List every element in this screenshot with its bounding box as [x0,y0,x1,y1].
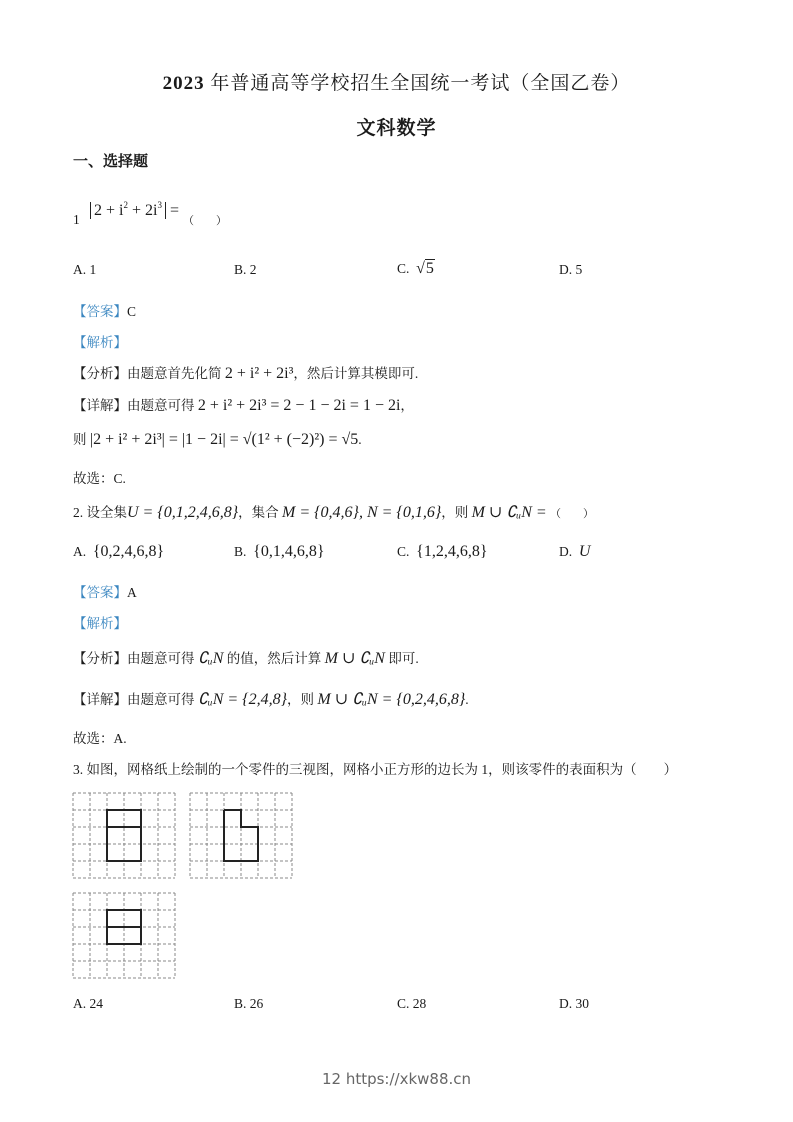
q1-ze-line [73,428,362,449]
section-heading: 一、选择题 [73,154,149,170]
option-value: 5 [575,262,583,277]
fenxi-text: 由题意可得 [127,651,195,666]
q1-stem-expr [90,200,179,220]
q2-stem [73,501,594,522]
ze-end: . [358,432,362,447]
q2-set-m-n: M = {0,4,6}, N = {0,1,6} [282,504,442,521]
q2-set-u: U = {0,1,2,4,6,8} [127,504,239,521]
q2-answer [73,581,137,601]
q1-option-c [397,260,435,278]
q3-option-c [397,996,426,1012]
q2-number: 2. [73,505,84,520]
q1-number: 1 [73,212,80,227]
option-label: D. [559,262,573,277]
q3-text: 如图，网格纸上绘制的一个零件的三视图，网格小正方形的边长为 1，则该零件的表面积为（ ） [86,762,678,777]
xiangjie-tag: 【详解】 [73,692,127,707]
q2-xiangjie [73,688,469,709]
fenxi-text-end: ，然后计算其模即可. [293,366,419,381]
option-value: {0,1,4,6,8} [253,543,325,560]
q3-option-a [73,996,103,1012]
page-footer: 12 https://xkw88.cn [321,1070,472,1088]
xiangjie-expr: ∁ᵤN = {2,4,8} [197,691,288,708]
option-label: C. [397,996,410,1011]
q1-expr-mid: + 2i [127,202,158,219]
option-value: {0,2,4,6,8} [92,543,165,560]
fenxi-expr: M ∪ ∁ᵤN [324,650,385,667]
fenxi-expr: ∁ᵤN [197,650,224,667]
xiangjie-expr: M ∪ ∁ᵤN = {0,2,4,6,8} [317,691,466,708]
page-subtitle: 文科数学 [356,118,437,139]
option-label: B. [234,996,247,1011]
option-label: B. [234,262,247,277]
q1-answer-blank: （ ） [183,215,227,227]
front-view-figure [72,792,176,880]
option-label: D. [559,996,573,1011]
q1-guxuan: 故选：C. [73,471,126,486]
option-value: 1 [89,262,97,277]
title-year: 2023 [162,73,205,94]
q1-option-a [73,262,96,278]
option-label: B. [234,544,247,559]
q1-answer [73,300,136,320]
ze-text: 则 [73,432,87,447]
option-value: 28 [412,996,427,1011]
answer-tag: 【答案】 [73,304,127,319]
q2-text: ，则 [441,505,469,520]
side-view-figure [189,792,293,880]
grid-lines [73,793,175,878]
sqrt-symbol: √5 [416,260,434,277]
q2-text: ，集合 [238,505,279,520]
xiangjie-text: 由题意可得 [127,692,195,707]
q3-option-b [234,996,263,1012]
xiangjie-text: 由题意可得 [127,398,195,413]
top-view-figure [72,892,176,980]
q2-option-c [397,543,488,561]
grid-lines [73,893,175,978]
q3-option-d [559,996,589,1012]
option-label: C. [397,261,410,276]
radicand: 5 [425,260,434,277]
q2-expr: M ∪ ∁ᵤN = [471,504,547,521]
q2-guxuan: 故选：A. [73,731,127,746]
q1-sup3: 3 [157,200,162,210]
q1-xiangjie [73,394,414,415]
grid-lines [190,793,292,878]
q3-number: 3. [73,762,84,777]
answer-value: C [127,304,137,319]
xiangjie-text: ，则 [287,692,315,707]
option-label: A. [73,544,87,559]
option-value: 24 [89,996,103,1011]
option-value: 30 [575,996,589,1011]
fenxi-tag: 【分析】 [73,366,127,381]
xiangjie-tag: 【详解】 [73,398,127,413]
q1-option-d [559,262,582,278]
q1-expr-part: 2 + i [94,202,124,219]
fenxi-expr: 2 + i² + 2i³ [224,365,294,382]
q1-analysis-tag: 【解析】 [73,335,127,350]
option-label: C. [397,544,410,559]
q1-abs-expr [90,202,166,219]
xiangjie-end: . [465,692,469,707]
fenxi-text: 由题意首先化简 [127,366,222,381]
option-value: {1,2,4,6,8} [416,543,488,560]
option-value: 2 [249,262,257,277]
option-label: D. [559,544,573,559]
q2-option-a [73,543,164,561]
q2-text: 设全集 [86,505,127,520]
fenxi-text-end: 即可. [388,651,419,666]
option-label: A. [73,262,87,277]
title-text: 年普通高等学校招生全国统一考试（全国乙卷） [210,73,631,94]
q1-option-b [234,262,257,278]
answer-value: A [127,585,137,600]
option-value: U [578,543,591,560]
q2-analysis-tag: 【解析】 [73,616,127,631]
xiangjie-end: ， [400,398,414,413]
q1-sup2: 2 [123,200,128,210]
answer-tag: 【答案】 [73,585,127,600]
q2-answer-blank: （ ） [550,508,595,520]
option-value: 26 [249,996,264,1011]
page-title [0,68,793,95]
q3-stem [73,758,677,778]
q1-equals: = [165,202,179,219]
xiangjie-expr: 2 + i² + 2i³ = 2 − 1 − 2i = 1 − 2i [197,397,401,414]
q2-fenxi [73,647,419,668]
q2-option-b [234,543,325,561]
q2-option-d [559,543,590,561]
fenxi-tag: 【分析】 [73,651,127,666]
fenxi-text: 的值，然后计算 [226,651,322,666]
ze-expr: |2 + i² + 2i³| = |1 − 2i| = √(1² + (−2)²) = √5 [89,431,359,448]
option-label: A. [73,996,87,1011]
q1-fenxi [73,362,418,383]
